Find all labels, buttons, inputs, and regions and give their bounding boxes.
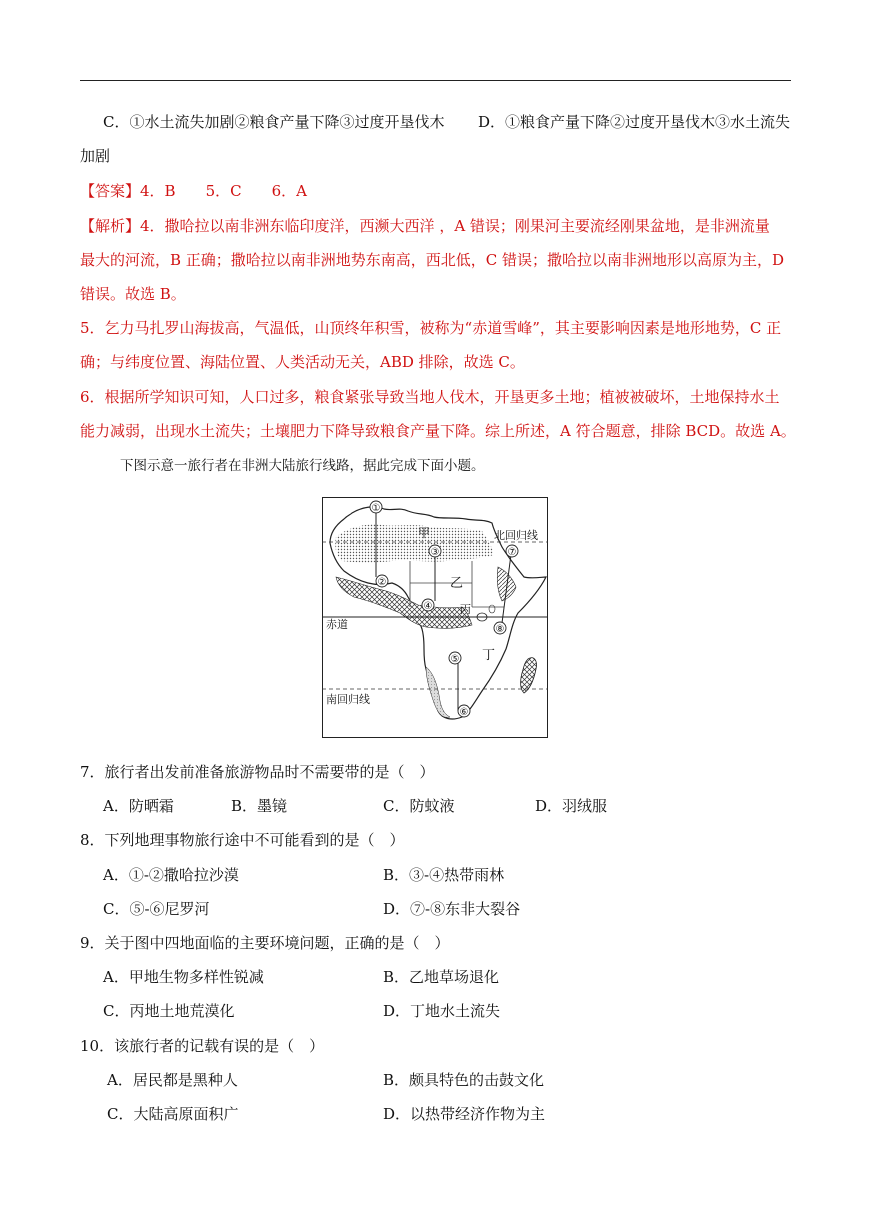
question-10-option-b[interactable]: B．颇具特色的击鼓文化 — [383, 1071, 545, 1089]
question-9-option-b[interactable]: B．乙地草场退化 — [383, 968, 500, 986]
label-ding: 丁 — [482, 648, 496, 663]
route-point-7 — [506, 545, 518, 558]
question-10-option-a[interactable]: A．居民都是黑种人 — [107, 1071, 238, 1089]
analysis-line-6: 6．根据所学知识可知，人口过多，粮食紧张导致当地人伐木，开垦更多土地；植被被破坏，土地保持水土 — [80, 388, 780, 406]
analysis-label: 【解析】 — [80, 217, 141, 235]
question-9-stem: 9．关于图中四地面临的主要环境问题，正确的是（ ） — [80, 934, 450, 952]
label-tropic-south: 南回归线 — [326, 693, 370, 706]
route-point-8 — [494, 622, 506, 635]
svg-text:⑦: ⑦ — [507, 547, 517, 558]
route-point-5 — [449, 652, 461, 665]
route-point-1 — [370, 501, 382, 514]
question-8-option-c[interactable]: C．⑤-⑥尼罗河 — [103, 900, 210, 918]
question-8-option-b[interactable]: B．③-④热带雨林 — [383, 866, 505, 884]
route-point-2 — [376, 575, 388, 588]
prev-option-d: D．①粮食产量下降②过度开垦伐木③水土流失 — [478, 113, 791, 131]
sahara-region — [335, 525, 494, 563]
question-8-stem: 8．下列地理事物旅行途中不可能看到的是（ ） — [80, 831, 405, 849]
question-9-option-c[interactable]: C．丙地土地荒漠化 — [103, 1002, 235, 1020]
prev-option-c: C．①水土流失加剧②粮食产量下降③过度开垦伐木 — [103, 113, 445, 131]
question-7-option-b[interactable]: B．墨镜 — [231, 797, 288, 815]
question-8-option-a[interactable]: A．①-②撒哈拉沙漠 — [103, 866, 239, 884]
svg-text:⑤: ⑤ — [450, 654, 460, 665]
label-jia: 甲 — [418, 526, 431, 540]
svg-text:④: ④ — [423, 601, 433, 612]
intro-text: 下图示意一旅行者在非洲大陆旅行线路，据此完成下面小题。 — [120, 458, 485, 474]
svg-text:②: ② — [377, 577, 387, 588]
label-bing: 丙 — [460, 603, 471, 616]
question-10-stem: 10．该旅行者的记载有误的是（ ） — [80, 1037, 325, 1055]
lake-small — [489, 605, 495, 613]
header-rule — [80, 80, 791, 81]
prev-option-d-wrap: 加剧 — [80, 147, 111, 165]
route-point-4 — [422, 599, 434, 612]
analysis-line-1: 【解析】4．撒哈拉以南非洲东临印度洋，西濒大西洋 ，A 错误；刚果河主要流经刚果盆地，是非洲流量 — [80, 217, 770, 235]
question-10-option-c[interactable]: C．大陆高原面积广 — [107, 1105, 239, 1123]
question-10-option-d[interactable]: D．以热带经济作物为主 — [383, 1105, 546, 1123]
svg-text:③: ③ — [430, 547, 440, 558]
analysis-line-4: 5．乞力马扎罗山海拔高，气温低，山顶终年积雪，被称为“赤道雪峰”，其主要影响因素是地形地势，C 正 — [80, 319, 782, 337]
route-point-3 — [429, 545, 441, 558]
question-8-option-d[interactable]: D．⑦-⑧东非大裂谷 — [383, 900, 521, 918]
answer-line — [80, 181, 307, 201]
answer-text: 4．B 5．C 6．A — [140, 182, 307, 200]
label-yi: 乙 — [450, 576, 464, 591]
analysis-line-3: 错误。故选 B。 — [80, 285, 186, 303]
question-7-stem: 7．旅行者出发前准备旅游物品时不需要带的是（ ） — [80, 763, 435, 781]
africa-route-map — [322, 497, 548, 738]
label-tropic-north: 北回归线 — [494, 529, 538, 542]
label-equator: 赤道 — [326, 618, 348, 631]
svg-text:⑧: ⑧ — [495, 624, 505, 635]
question-9-option-a[interactable]: A．甲地生物多样性锐减 — [103, 968, 264, 986]
analysis-line-2: 最大的河流，B 正确；撒哈拉以南非洲地势东南高，西北低，C 错误；撒哈拉以南非洲地形以高原为主，D — [80, 251, 785, 269]
analysis-line-5: 确；与纬度位置、海陆位置、人类活动无关，ABD 排除，故选 C。 — [80, 353, 525, 371]
svg-text:⑥: ⑥ — [459, 707, 469, 718]
question-7-option-c[interactable]: C．防蚊液 — [383, 797, 455, 815]
svg-text:①: ① — [371, 503, 381, 514]
route-point-6 — [458, 705, 470, 718]
analysis-line-7: 能力减弱，出现水土流失；土壤肥力下降导致粮食产量下降。综上所述，A 符合题意，排除 BCD。故选 A。 — [80, 422, 796, 440]
question-9-option-d[interactable]: D．丁地水土流失 — [383, 1002, 501, 1020]
question-7-option-a[interactable]: A．防晒霜 — [103, 797, 174, 815]
answer-label: 【答案】 — [80, 182, 141, 200]
question-7-option-d[interactable]: D．羽绒服 — [535, 797, 608, 815]
